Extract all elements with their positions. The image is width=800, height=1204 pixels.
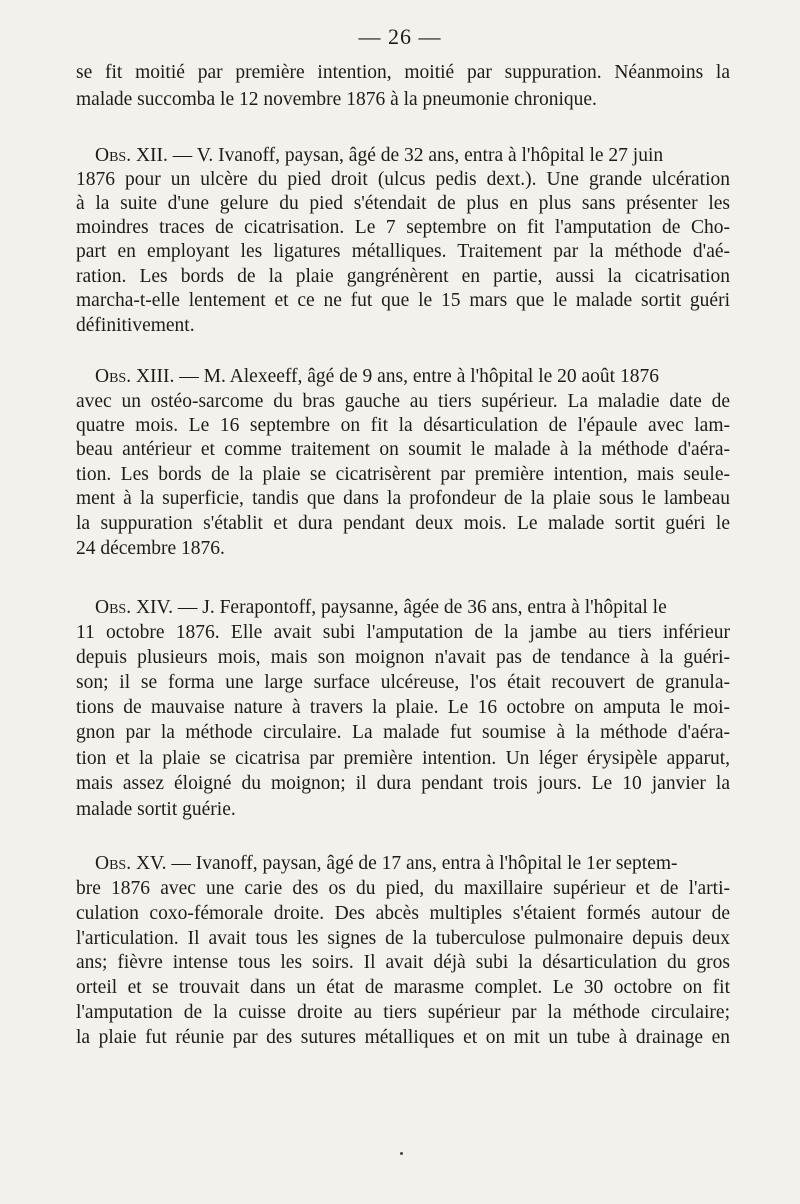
text-line: ration. Les bords de la plaie gangrénèrent en partie, aussi la cicatrisation xyxy=(76,266,730,287)
text-line: l'amputation de la cuisse droite au tiers supérieur par la méthode circulaire; xyxy=(76,1002,730,1023)
observation-label: Obs. XIV. xyxy=(95,597,173,618)
text-line: l'articulation. Il avait tous les signes de la tuberculose pulmonaire depuis deux xyxy=(76,928,730,949)
text-line: la plaie fut réunie par des sutures métalliques et on mit un tube à drainage en xyxy=(76,1027,730,1048)
text-line: mais assez éloigné du moignon; il dura pendant trois jours. Le 10 janvier la xyxy=(76,773,730,794)
text-line: à la suite d'une gelure du pied s'étendait de plus en plus sans présenter les xyxy=(76,193,730,214)
text-line: marcha-t-elle lentement et ce ne fut que le 15 mars que le malade sortit guéri xyxy=(76,290,730,311)
observation-heading xyxy=(95,595,667,621)
text-line: ment à la superficie, tandis que dans la profondeur de la plaie sous le lambeau xyxy=(76,488,730,509)
observation-label: Obs. XII. xyxy=(95,145,168,166)
observation-heading xyxy=(95,851,678,877)
text-line: 11 octobre 1876. Elle avait subi l'amputation de la jambe au tiers inférieur xyxy=(76,622,730,643)
text-line: son; il se forma une large surface ulcéreuse, l'os était recouvert de granula- xyxy=(76,672,730,693)
text-line: part en employant les ligatures métalliques. Traitement par la méthode d'aé- xyxy=(76,241,730,262)
observation-label: Obs. XIII. xyxy=(95,366,175,387)
text-line: — J. Ferapontoff, paysanne, âgée de 36 ans, entra à l'hôpital le xyxy=(172,597,667,618)
text-line: 24 décembre 1876. xyxy=(76,538,225,559)
text-line: malade succomba le 12 novembre 1876 à la pneumonie chronique. xyxy=(76,89,597,110)
page-number: — 26 — xyxy=(358,24,442,49)
print-speck xyxy=(400,1152,403,1155)
text-line: se fit moitié par première intention, moitié par suppuration. Néanmoins la xyxy=(76,62,730,83)
text-line: — V. Ivanoff, paysan, âgé de 32 ans, entra à l'hôpital le 27 juin xyxy=(167,145,664,166)
text-line: malade sortit guérie. xyxy=(76,799,236,820)
text-line: tion. Les bords de la plaie se cicatrisèrent par première intention, mais seule- xyxy=(76,464,730,485)
text-line: orteil et se trouvait dans un état de marasme complet. Le 30 octobre on fit xyxy=(76,977,730,998)
text-line: depuis plusieurs mois, mais son moignon n'avait pas de tendance à la guéri- xyxy=(76,647,730,668)
observation-heading xyxy=(95,364,659,390)
observation-heading xyxy=(95,143,663,169)
text-line: avec un ostéo-sarcome du bras gauche au tiers supérieur. La maladie date de xyxy=(76,391,730,412)
text-line: la suppuration s'établit et dura pendant deux mois. Le malade sortit guéri le xyxy=(76,513,730,534)
text-line: — M. Alexeeff, âgé de 9 ans, entre à l'hôpital le 20 août 1876 xyxy=(174,366,659,387)
text-line: moindres traces de cicatrisation. Le 7 septembre on fit l'amputation de Cho- xyxy=(76,217,730,238)
text-line: beau antérieur et comme traitement on soumit le malade à la méthode d'aéra- xyxy=(76,439,730,460)
text-line: bre 1876 avec une carie des os du pied, du maxillaire supérieur et de l'arti- xyxy=(76,878,730,899)
text-line: gnon par la méthode circulaire. La malade fut soumise à la méthode d'aéra- xyxy=(76,722,730,743)
text-line: définitivement. xyxy=(76,315,195,336)
observation-label: Obs. XV. xyxy=(95,853,167,874)
text-line: 1876 pour un ulcère du pied droit (ulcus pedis dext.). Une grande ulcération xyxy=(76,169,730,190)
text-line: quatre mois. Le 16 septembre on fit la désarticulation de l'épaule avec lam- xyxy=(76,415,730,436)
text-line: tion et la plaie se cicatrisa par première intention. Un léger érysipèle apparut, xyxy=(76,748,730,769)
text-line: — Ivanoff, paysan, âgé de 17 ans, entra à l'hôpital le 1er septem- xyxy=(166,853,678,874)
text-line: ans; fièvre intense tous les soirs. Il avait déjà subi la désarticulation du gros xyxy=(76,952,730,973)
text-line: culation coxo-fémorale droite. Des abcès multiples s'étaient formés autour de xyxy=(76,903,730,924)
text-line: tions de mauvaise nature à travers la plaie. Le 16 octobre on amputa le moi- xyxy=(76,697,730,718)
